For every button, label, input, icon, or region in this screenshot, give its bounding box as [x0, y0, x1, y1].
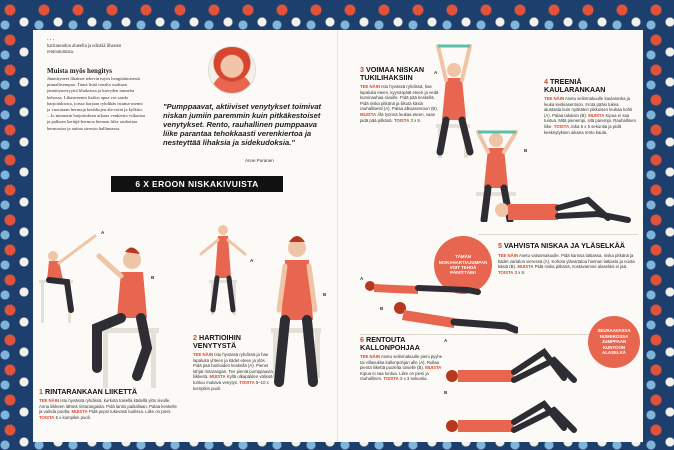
exercise-6-number: 6	[360, 335, 364, 344]
label-a-2: A	[250, 258, 254, 263]
ex1-toista-lead: TOISTA	[39, 414, 55, 420]
ex5-toista-lead: TOISTA	[498, 269, 514, 275]
exercise-4-title-text: TREENIÄ KAULARANKAAN	[544, 77, 606, 94]
ex1-muista: Pidä pepsi tukevasti tuolissa. Liike on pieni.	[88, 409, 172, 415]
body-text: Jännittyneet lihakset tekevät myös hengittämisestä pinnallisempaa. Tämä lisää omalta osaltaan jännittyneisyyttä lihaksissa ja kireyden tunnetta kehossa. Lihastreenin lisäksi apua voi saada harjoituksista, joissa harjaan ryhdikäs istuma-asento ja vuorataan hermoja keuhkojen ala-osiin ja kylkiin. – Jo minuutin harjoituksen aikana venkerito viikuttaa ja palkean kertäjä-hermoa hieman liike rauhottaa hermostoa ja auttaa stressin hallinnassa.	[47, 76, 145, 131]
ex5-muista-lead: MUISTA	[517, 264, 534, 270]
ex4-toista: Joka 5 x 5 sekuntia ja pidä keskeytyksen aikana rento kaula.	[544, 123, 622, 135]
exercise-3-title-text: VOIMAA NISKAN TUKILIHAKSIIN	[360, 65, 425, 82]
left-page	[33, 30, 338, 442]
ex6-body: Asetu selinmakuulle pieni pyyhe tai villasukka kallonpohjan alle (A). Rullaa pientä liikettä puolelta toiselle (B).	[360, 354, 443, 371]
ex6-muista-lead: MUISTA	[425, 365, 442, 371]
ex3-toista: 3 x 8.	[410, 117, 422, 123]
tip-circle-daily: TÄMÄN NISKAHARTIAJUMPAN VOIT TEHDÄ PÄIVITTÄIN!	[434, 236, 492, 294]
exercise-2-title	[193, 334, 263, 350]
ex3-muista-lead: MUISTA	[360, 111, 377, 117]
ex5-body: Asetu vatsamakuulle. Pidä kanssa lattiassa, niska pitkänä ja kädet vartalon vieressä (A). Kohota ylävartaloa hieman lattiasta ja nosta käsiä (B).	[498, 253, 635, 270]
label-a: A	[101, 230, 105, 235]
ex3-body: Istu hyvässä ryhdissä, hae lapaluita eteen, kyynärpäät eteen ja vedä kuminauhaa sivuille. Pidä pää keskellä. Pidä niska pitkänä ja liikuta käsiä rauhallisesti (A). Palaa alkuasentoon (B).	[360, 84, 439, 112]
exercise-6-illustration	[444, 342, 604, 442]
section-dots: ...	[47, 36, 56, 42]
ex6-lead: TEE NÄIN	[360, 354, 381, 359]
exercise-6-title	[360, 336, 440, 352]
exercise-2-text	[193, 352, 275, 391]
ex1-body: Istu hyvässä ryhdissä, kurkota toisella kädellä ylös sivulle. Anna liikkeen lähteä rintarangasta. Pidä lantio paikallaan. Palaa keskelle ja vaihda puolta.	[39, 398, 177, 415]
label-b-3: B	[524, 148, 528, 153]
ex3-muista: Älä työnnä leukaa eteen, vaan pidä pää pitkänä.	[360, 111, 436, 123]
ex2-body: Istu hyvässä ryhdissä ja hae lapaluita yhteen ja kädet eteen ja ylös. Pidä pää hartioiden keskellä (A). Pienet lahjat rintarangan. Tee pieniä pumppaavia liikkeitä.	[193, 352, 273, 380]
ex2-toista-lead: TOISTA	[239, 379, 255, 385]
ex1-toista: 5 x kumpikin puoli.	[55, 414, 91, 420]
exercise-5-text	[498, 253, 638, 275]
ex1-lead: TEE NÄIN	[39, 398, 60, 403]
ex6-toista: 3 x 3 sekuntia.	[399, 376, 428, 382]
label-a-3: A	[434, 70, 438, 75]
label-a-5: A	[360, 276, 364, 281]
label-a-6: A	[444, 338, 448, 343]
exercise-1-illustration	[37, 198, 187, 388]
ex4-toista-lead: TOISTA	[553, 123, 570, 129]
exercise-1-text	[39, 398, 179, 420]
label-b-6: B	[444, 390, 448, 395]
ex2-lead: TEE NÄIN	[193, 352, 214, 357]
ex5-muista: Pidä niska pitkänä, nostavamme alaseläsi ei jää.	[534, 264, 628, 270]
exercise-5-title	[498, 242, 638, 250]
ex6-toista-lead: TOISTA	[383, 376, 399, 382]
exercise-2-number: 2	[193, 333, 197, 342]
ex2-muista: Kyllä olkapäiden välissä tuntuu mukava venytys.	[193, 374, 273, 385]
exercise-5-title-text: VAHVISTA NISKAA JA YLÄSELKÄÄ	[504, 241, 625, 250]
ex4-muista: Kipua ei saa tuntua. Mitä pienempi, sitä parempi. Rauhallinen liike.	[544, 112, 636, 129]
label-b: B	[151, 275, 155, 280]
exercise-6-title-text: RENTOUTA KALLONPOHJAA	[360, 335, 420, 352]
exercise-4-text	[544, 96, 636, 135]
exercise-5-number: 5	[498, 241, 502, 250]
subheading: Muista myös hengitys	[47, 67, 112, 75]
exercise-1-title	[39, 388, 179, 396]
pull-quote: "Pumppaavat, aktiiviset venytykset toimivat niskan jumiin paremmin kuin pitkäkestoiset venytykset. Rento, rauhallinen pumppaava liike parantaa tehokkaasti verenkiertoa ja nesteyttää lihaksia ja sidekudoksia."	[163, 102, 322, 147]
ex6-muista: Kipua ei saa tuntua. Liike on pieni ja rauhallinen.	[360, 370, 429, 382]
exercise-6-text	[360, 354, 444, 382]
exercise-1-title-text: RINTARANKAAN LIIKETTÄ	[45, 387, 138, 396]
ex4-lead: TEE NÄIN	[544, 96, 565, 101]
author-portrait	[208, 46, 256, 94]
ex2-toista: 5–10 x kumpikin puoli.	[193, 379, 269, 391]
exercise-3-number: 3	[360, 65, 364, 74]
exercise-1-number: 1	[39, 387, 43, 396]
ex5-lead: TEE NÄIN	[498, 253, 519, 258]
exercise-4-title	[544, 78, 634, 94]
right-page	[338, 30, 643, 442]
exercise-2-title-text: HARTIOIHIN VENYTYSTÄ	[193, 333, 241, 350]
ex5-toista: 3 x 8.	[514, 269, 526, 275]
exercise-4-number: 4	[544, 77, 548, 86]
exercise-4-illustration	[488, 190, 638, 230]
exercise-5-illustration	[358, 274, 518, 336]
ex3-lead: TEE NÄIN	[360, 84, 381, 89]
label-b-2: B	[323, 292, 327, 297]
intro-text: hartiaseudun alueella ja edistää lihasten rentoutumista.	[47, 44, 122, 56]
tip-circle-next-issue: SEURAAVASSA NUMEROSSA JUMPPAAN KUNTOON ALASELKÄ	[588, 316, 640, 368]
divider-1	[478, 234, 638, 235]
ex3-toista-lead: TOISTA	[393, 117, 410, 123]
label-b-5: B	[380, 306, 384, 311]
quote-author: Anne Puranen	[245, 158, 274, 163]
ex4-body: Asetu selinmakuulle kaularanka ja leuka keskiasentoon. Irrota pääsi tukea alustasta kuin nyökäten pikkuisen leukaa kohti (A). Palaa takaisin (B).	[544, 96, 633, 118]
ex2-muista-lead: MUISTA	[209, 374, 226, 380]
ex4-muista-lead: MUISTA	[588, 112, 605, 118]
section-banner: 6 X EROON NISKAKIVUISTA	[111, 176, 283, 192]
ex1-muista-lead: MUISTA	[71, 409, 88, 415]
